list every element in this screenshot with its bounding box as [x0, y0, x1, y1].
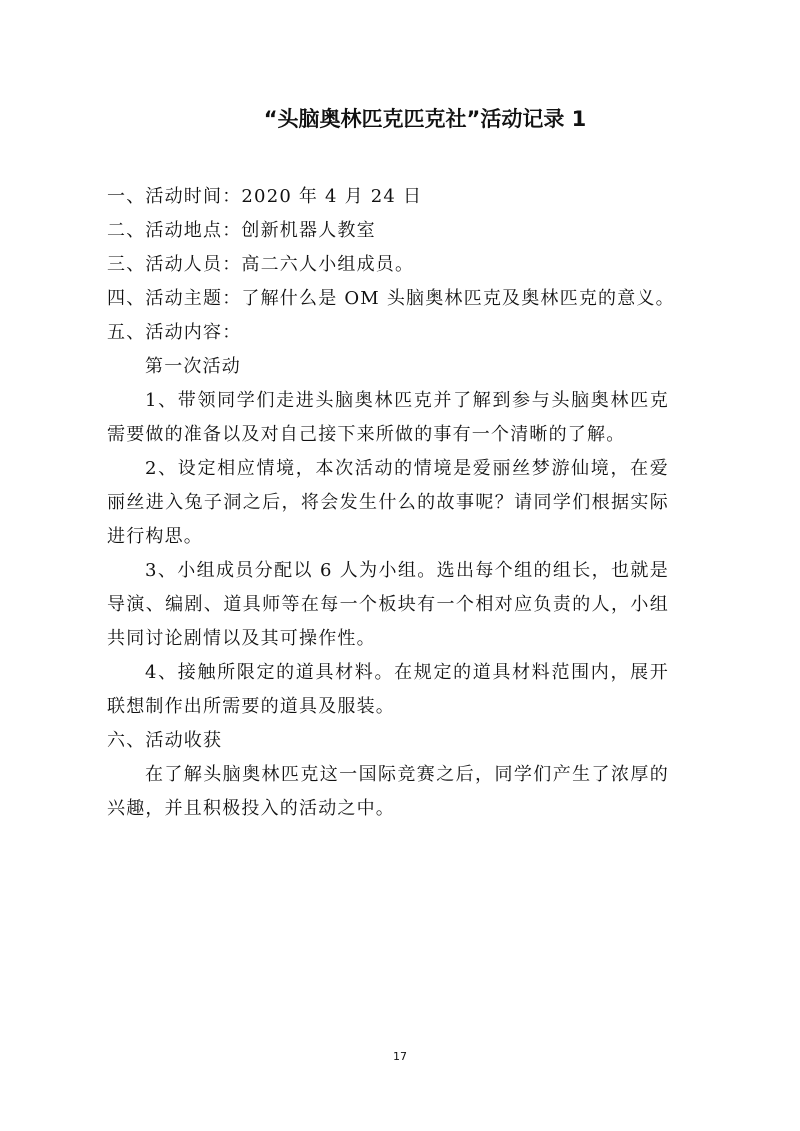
activity-participants: 三、活动人员：高二六人小组成员。	[107, 254, 415, 275]
activity-location: 二、活动地点：创新机器人教室	[107, 220, 376, 241]
activity-harvest-paragraph: 在了解头脑奥林匹克这一国际竞赛之后，同学们产生了浓厚的兴趣，并且积极投入的活动之中。	[107, 764, 669, 819]
first-activity-heading: 第一次活动	[145, 356, 241, 377]
activity-time: 一、活动时间：2020 年 4 月 24 日	[107, 186, 423, 207]
activity-paragraph-4: 4、接触所限定的道具材料。在规定的道具材料范围内，展开联想制作出所需要的道具及服装。	[107, 662, 669, 717]
document-title: “头脑奥林匹克匹克社”活动记录 1	[263, 107, 587, 131]
page-number: 17	[393, 1050, 407, 1063]
activity-paragraph-3: 3、小组成员分配以 6 人为小组。选出每个组的组长，也就是导演、编剧、道具师等在每一个板块有一个相对应负责的人，小组共同讨论剧情以及其可操作性。	[107, 560, 669, 649]
activity-harvest-heading: 六、活动收获	[107, 730, 223, 751]
activity-content-heading: 五、活动内容：	[107, 322, 242, 343]
activity-paragraph-2: 2、设定相应情境，本次活动的情境是爱丽丝梦游仙境，在爱丽丝进入兔子洞之后，将会发生什么的故事呢？请同学们根据实际进行构思。	[107, 458, 669, 547]
activity-paragraph-1: 1、带领同学们走进头脑奥林匹克并了解到参与头脑奥林匹克需要做的准备以及对自己接下来所做的事有一个清晰的了解。	[107, 390, 669, 445]
document-body	[107, 180, 675, 826]
activity-theme: 四、活动主题：了解什么是 OM 头脑奥林匹克及奥林匹克的意义。	[107, 288, 675, 309]
